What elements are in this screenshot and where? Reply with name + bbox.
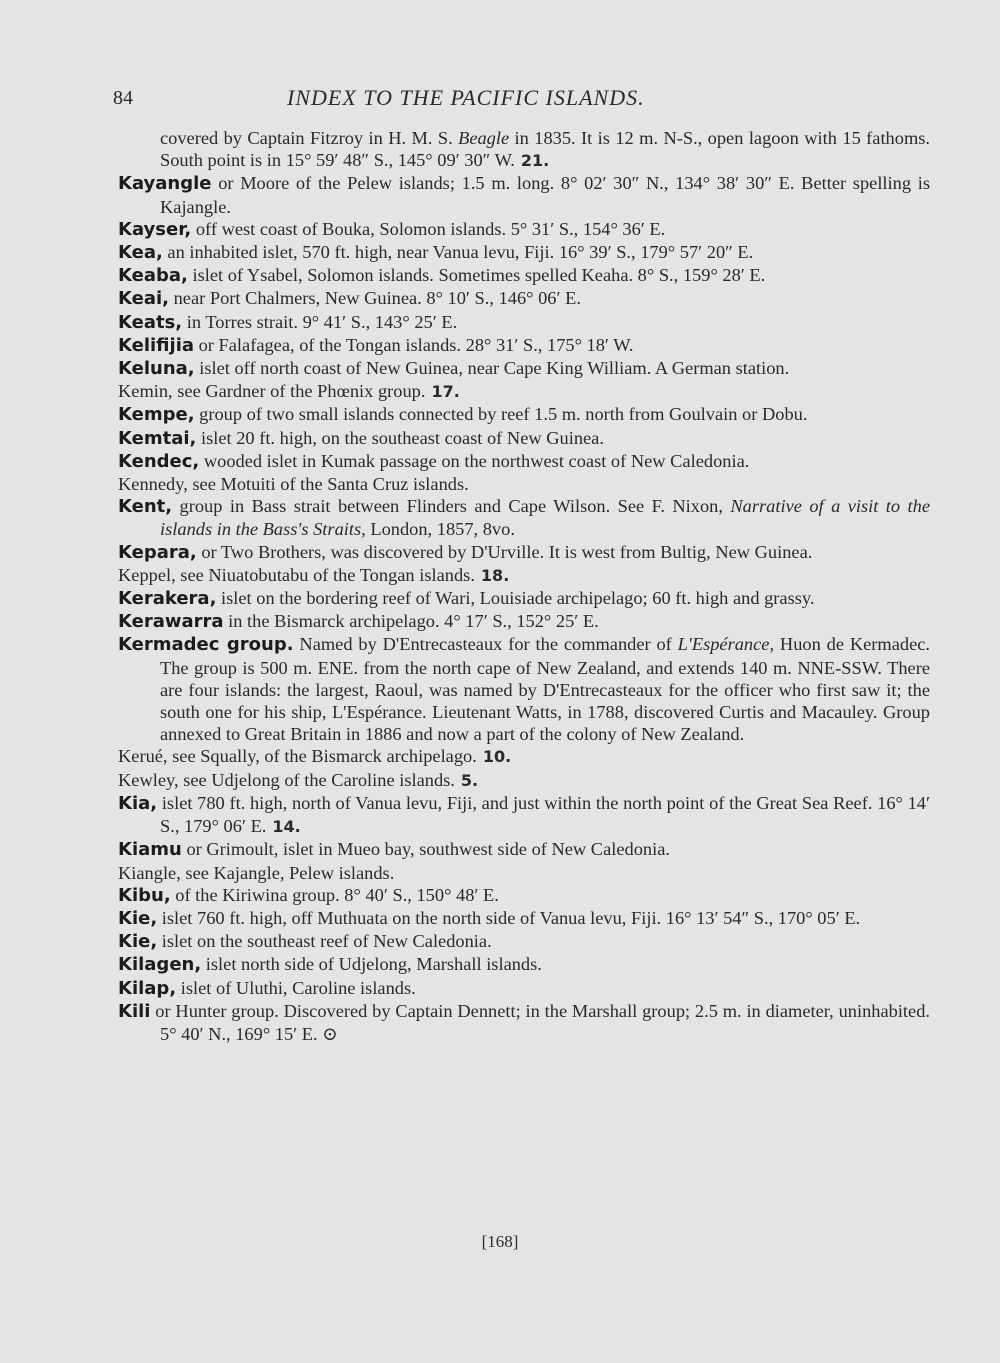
index-entry: Kiangle, see Kajangle, Pelew islands.: [118, 862, 395, 883]
map-ref: 14.: [272, 817, 301, 837]
entry-term: Kendec,: [118, 450, 200, 472]
entry-term: Kerawarra: [118, 611, 224, 633]
index-entry: Kayser, off west coast of Bouka, Solomon islands. 5° 31′ S., 154° 36′ E.: [118, 218, 666, 240]
entry-term: Kayser,: [118, 218, 192, 240]
entry-term: Kayangle: [118, 173, 212, 195]
index-entry: Kia, islet 780 ft. high, north of Vanua levu, Fiji, and just within the north point of the Great Sea Reef. 16° 14′ S., 179° 06′ E. 14.: [118, 792, 930, 837]
entry-term: Kent,: [118, 496, 173, 518]
index-entry: Kilap, islet of Uluthi, Caroline islands.: [118, 977, 416, 999]
entry-term: Kia,: [118, 792, 158, 814]
index-entry: Kie, islet on the southeast reef of New Caledonia.: [118, 931, 492, 953]
entry-term: Kerakera,: [118, 588, 217, 610]
index-entry: Kennedy, see Motuiti of the Santa Cruz islands.: [118, 474, 469, 495]
index-entry: Kemin, see Gardner of the Phœnix group. 17.: [118, 381, 460, 402]
map-ref: 10.: [482, 747, 512, 767]
index-entry: Kelifijia or Falafagea, of the Tongan islands. 28° 31′ S., 175° 18′ W.: [118, 334, 634, 356]
index-entry: Kepara, or Two Brothers, was discovered by D'Urville. It is west from Bultig, New Guinea.: [118, 541, 813, 563]
index-entry: Kili or Hunter group. Discovered by Captain Dennett; in the Marshall group; 2.5 m. in diameter, uninhabited. 5° 40′ N., 169° 15′ E. ⊙: [118, 1000, 930, 1044]
entry-term: Kemtai,: [118, 427, 197, 449]
entry-term: Kea,: [118, 242, 163, 264]
entry-term: Kiamu: [118, 839, 182, 861]
index-entry: Kerué, see Squally, of the Bismarck archipelago. 10.: [118, 746, 512, 767]
index-entry: Kilagen, islet north side of Udjelong, Marshall islands.: [118, 954, 542, 976]
map-ref: 5.: [460, 770, 479, 790]
entry-term: Kilagen,: [118, 954, 202, 976]
index-entry: Kermadec group. Named by D'Entrecasteaux for the commander of L'Espérance, Huon de Kermadec. The group is 500 m. ENE. from the north cape of New Zealand, and extends 140 m. NNE-SSW. There are four islands: the largest, Raoul, was named by D'Entrecasteaux for the officer who first saw it; the south one for his ship, L'Espérance. Lieutenant Watts, in 1788, discovered Curtis and Macauley. Group annexed to Great Britain in 1886 and now a part of the colony of New Zealand.: [118, 634, 930, 745]
running-head: INDEX TO THE PACIFIC ISLANDS.: [287, 85, 645, 110]
index-entry: Kiamu or Grimoult, islet in Mueo bay, southwest side of New Caledonia.: [118, 839, 670, 861]
index-entry: Keluna, islet off north coast of New Guinea, near Cape King William. A German station.: [118, 358, 790, 380]
index-entry: Kendec, wooded islet in Kumak passage on the northwest coast of New Caledonia.: [118, 450, 750, 472]
entry-term: Kempe,: [118, 404, 195, 426]
map-ref: 18.: [480, 565, 510, 585]
index-entry: Kerakera, islet on the bordering reef of Wari, Louisiade archipelago; 60 ft. high and grassy.: [118, 588, 815, 610]
page-number: 84: [113, 87, 133, 109]
index-entry: Keppel, see Niuatobutabu of the Tongan islands. 18.: [118, 564, 510, 585]
entry-term: Keaba,: [118, 265, 188, 287]
entry-term: Keai,: [118, 288, 169, 310]
index-entry: covered by Captain Fitzroy in H. M. S. Beagle in 1835. It is 12 m. N-S., open lagoon with 15 fathoms. South point is in 15° 59′ 48″ S., 145° 09′ 30″ W. 21.: [160, 128, 931, 171]
index-entry: Kent, group in Bass strait between Flinders and Cape Wilson. See F. Nixon, Narrative of a visit to the islands in the Bass's Straits, London, 1857, 8vo.: [118, 496, 930, 540]
entry-term: Keats,: [118, 311, 183, 333]
index-entry: Kie, islet 760 ft. high, off Muthuata on the north side of Vanua levu, Fiji. 16° 13′ 54″ S., 170° 05′ E.: [118, 907, 861, 929]
entry-term: Kilap,: [118, 977, 177, 999]
index-entry: Kea, an inhabited islet, 570 ft. high, near Vanua levu, Fiji. 16° 39′ S., 179° 57′ 20″ E.: [118, 242, 754, 264]
entry-term: Keluna,: [118, 358, 195, 380]
entry-term: Kie,: [118, 931, 158, 953]
index-entry: Kemtai, islet 20 ft. high, on the southeast coast of New Guinea.: [118, 427, 604, 449]
entry-term: Kepara,: [118, 541, 197, 563]
entry-term: Kelifijia: [118, 334, 195, 356]
page-footer: [168]: [481, 1232, 519, 1251]
index-entry: Kempe, group of two small islands connected by reef 1.5 m. north from Goulvain or Dobu.: [118, 404, 808, 426]
map-ref: 21.: [520, 151, 550, 171]
map-ref: 17.: [431, 382, 460, 402]
entry-term: Kie,: [118, 907, 158, 929]
entry-term: Kibu,: [118, 884, 171, 906]
entry-term: Kermadec group.: [118, 634, 294, 656]
index-entry: Kibu, of the Kiriwina group. 8° 40′ S., 150° 48′ E.: [118, 884, 499, 906]
index-entry: Kewley, see Udjelong of the Caroline islands. 5.: [118, 769, 479, 790]
index-entry: Kerawarra in the Bismarck archipelago. 4° 17′ S., 152° 25′ E.: [118, 611, 599, 633]
index-entry: Kayangle or Moore of the Pelew islands; 1.5 m. long. 8° 02′ 30″ N., 134° 38′ 30″ E. Better spelling is Kajangle.: [118, 173, 930, 217]
index-entry: Keai, near Port Chalmers, New Guinea. 8° 10′ S., 146° 06′ E.: [118, 288, 581, 310]
index-entry: Keats, in Torres strait. 9° 41′ S., 143° 25′ E.: [118, 311, 458, 333]
index-entry: Keaba, islet of Ysabel, Solomon islands. Sometimes spelled Keaha. 8° S., 159° 28′ E.: [118, 265, 766, 287]
index-entries: [118, 127, 930, 1045]
entry-term: Kili: [118, 1000, 151, 1022]
